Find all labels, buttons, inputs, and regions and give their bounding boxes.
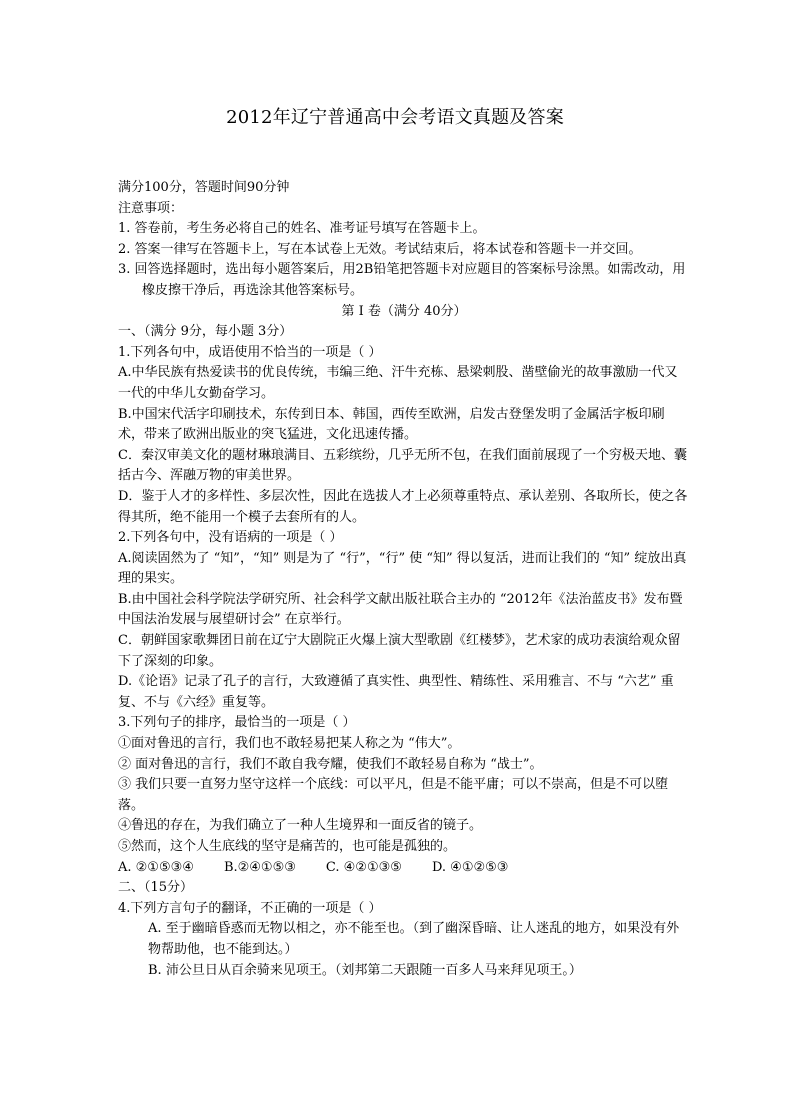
q1-option-a: A.中华民族有热爱读书的优良传统，韦编三绝、汗牛充栋、悬梁刺股、凿壁偷光的故事激励一代又一代的中华儿女勤奋学习。 (118, 365, 678, 401)
q2-option-d: D.《论语》记录了孔子的言行，大致遵循了真实性、典型性、精练性、采用雅言、不与 “六艺” 重复、不与《六经》重复等。 (118, 674, 674, 710)
q3-sentence-3: ③ 我们只要一直努力坚守这样一个底线：可以平凡，但是不能平庸；可以不崇高，但是不可以堕落。 (118, 777, 669, 813)
document-title: 2012年辽宁普通高中会考语文真题及答案 (226, 107, 564, 128)
q4-option-a: A. 至于幽暗昏惑而无物以相之，亦不能至也。（到了幽深昏暗、让人迷乱的地方，如果没有外物帮助他，也不能到达。） (148, 921, 680, 957)
q3-option-b: B.②④①⑤③ (223, 859, 296, 875)
q3-sentence-5: ⑤然而，这个人生底线的坚守是痛苦的，也可能是孤独的。 (118, 839, 457, 854)
q3-sentence-4: ④鲁迅的存在，为我们确立了一种人生境界和一面反省的镜子。 (118, 818, 483, 834)
section-two-heading: 二、（15分） (118, 880, 194, 896)
q2-option-b: B.由中国社会科学院法学研究所、社会科学文献出版社联合主办的 “2012年《法治蓝皮书》发布暨中国法治发展与展望研讨会” 在京举行。 (118, 591, 683, 628)
note-item: 3. 回答选择题时，选出每小题答案后，用2B铅笔把答题卡对应题目的答案标号涂黑。如需改动，用橡皮擦干净后，再选涂其他答案标号。 (118, 262, 686, 298)
section-one-heading: 一、（满分 9分，每小题 3分） (118, 324, 293, 340)
notes-heading: 注意事项： (118, 200, 184, 216)
q3-sentence-1: ①面对鲁迅的言行，我们也不敢轻易把某人称之为 “伟大”。 (118, 736, 461, 752)
q3-sentence-2: ② 面对鲁迅的言行，我们不敢自我夸耀，使我们不敢轻易自称为 “战士”。 (118, 756, 543, 772)
q1-stem: 1.下列各句中，成语使用不恰当的一项是（ ） (118, 344, 382, 360)
note-item: 1. 答卷前，考生务必将自己的姓名、准考证号填写在答题卡上。 (118, 221, 486, 237)
q3-option-d: D. ④①②⑤③ (431, 859, 509, 875)
q2-stem: 2.下列各句中，没有语病的一项是（ ） (118, 530, 343, 546)
exam-content (118, 178, 690, 981)
part-one-heading: 第 I 卷（满分 40分） (341, 303, 467, 319)
q2-option-a: A.阅读固然为了 “知”，“知” 则是为了 “行”，“行” 使 “知” 得以复活，进而让我们的 “知” 绽放出真理的果实。 (118, 550, 687, 587)
q3-option-a: A. ②①⑤③④ (118, 859, 194, 875)
q3-option-c: C. ④②①③⑤ (325, 859, 402, 875)
q1-option-c: C．秦汉审美文化的题材琳琅满目、五彩缤纷，几乎无所不包，在我们面前展现了一个穷极天地、囊括古今、浑融万物的审美世界。 (118, 447, 687, 484)
q1-option-d: D．鉴于人才的多样性、多层次性，因此在选拔人才上必须尊重特点、承认差别、各取所长，使之各得其所，绝不能用一个模子去套所有的人。 (118, 488, 688, 525)
q3-options (118, 858, 690, 879)
q2-option-c: C．朝鲜国家歌舞团日前在辽宁大剧院正火爆上演大型歌剧《红楼梦》，艺术家的成功表演给观众留下了深刻的印象。 (118, 633, 681, 669)
q3-stem: 3.下列句子的排序，最恰当的一项是（ ） (118, 715, 356, 731)
q4-stem: 4.下列方言句子的翻译，不正确的一项是（ ） (118, 900, 382, 916)
note-item: 2. 答案一律写在答题卡上，写在本试卷上无效。考试结束后，将本试卷和答题卡一并交回。 (118, 241, 642, 257)
q1-option-b: B.中国宋代活字印刷技术，东传到日本、韩国，西传至欧洲，启发古登堡发明了金属活字板印刷术，带来了欧洲出版业的突飞猛进，文化迅速传播。 (118, 406, 665, 443)
score-time: 满分100分，答题时间90分钟 (118, 180, 290, 195)
q4-option-b: B. 沛公旦日从百余骑来见项王。（刘邦第二天跟随一百多人马来拜见项王。） (148, 962, 582, 978)
